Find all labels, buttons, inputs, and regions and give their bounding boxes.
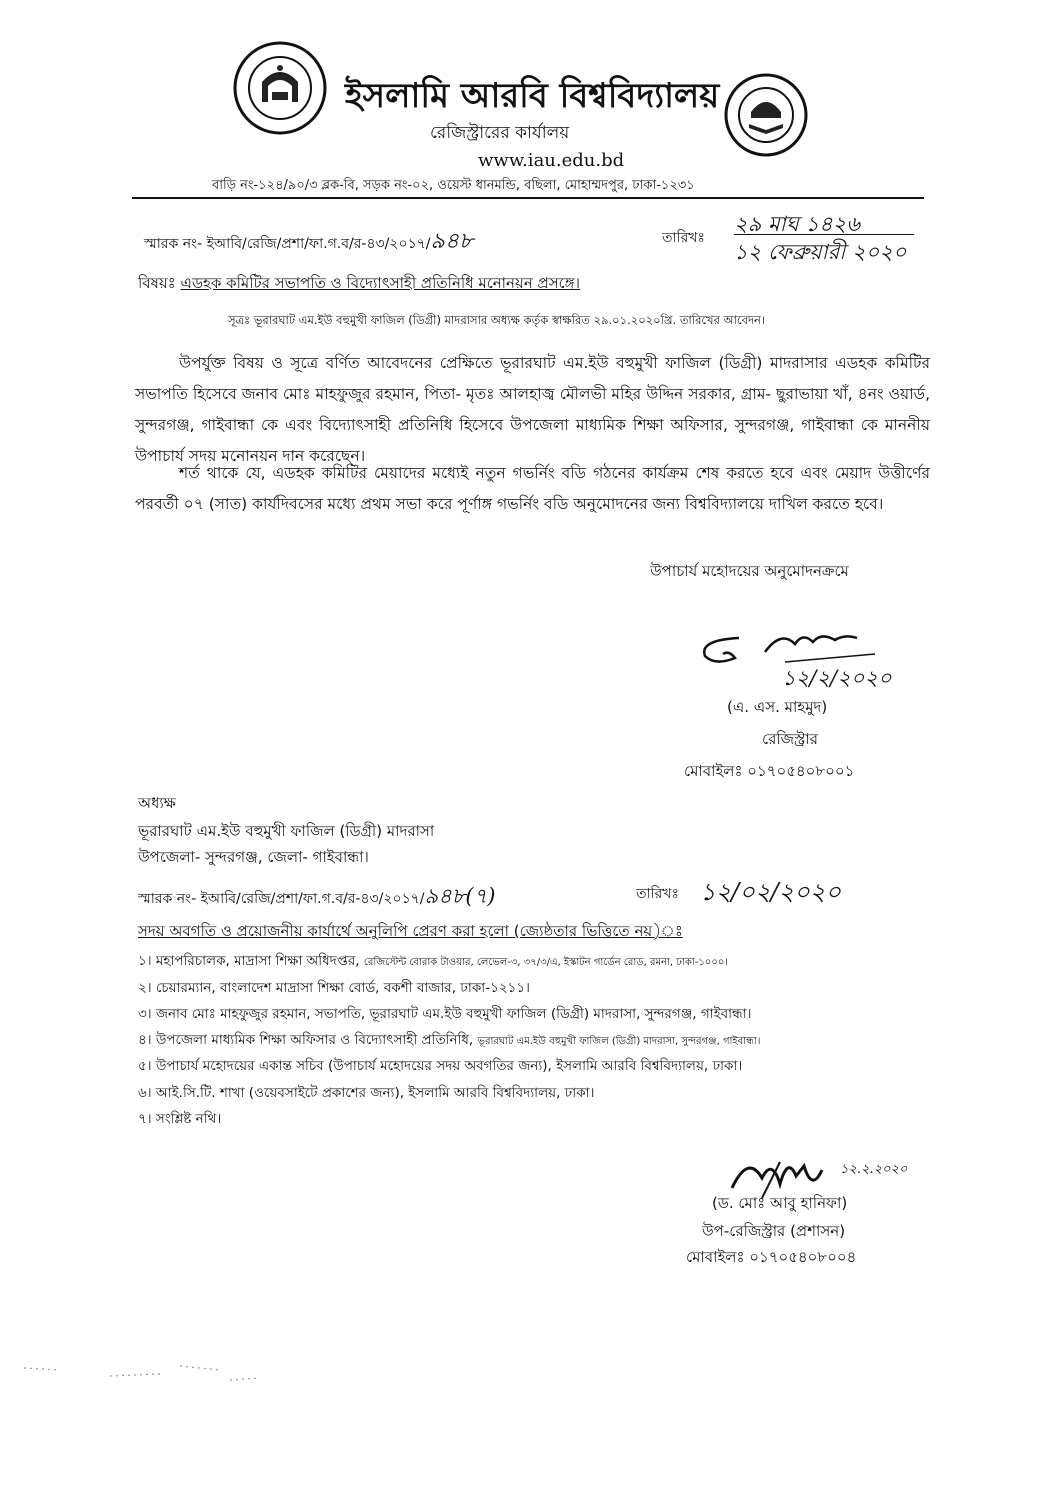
copy-item-2 xyxy=(138,977,530,1000)
memo-number xyxy=(144,224,473,261)
subject-line xyxy=(138,272,580,297)
copy-item-6 xyxy=(138,1082,594,1105)
registrar-name: (এ. এস. মাহমুদ) xyxy=(727,698,828,716)
letterhead-divider xyxy=(132,197,924,199)
subject-text: এডহক কমিটির সভাপতি ও বিদ্যোৎসাহী প্রতিনিধি মনোনয়ন প্রসঙ্গে। xyxy=(180,274,580,292)
copy-item-text: ৩। জনাব মোঃ মাহফুজুর রহমান, সভাপতি, ভূরারঘাট এম.ইউ বহুমুখী ফাজিল (ডিগ্রী) মাদরাসা, সুন্দরগঞ্জ, গাইবান্ধা। xyxy=(138,1006,752,1022)
deputy-signature-date: ১২.২.২০২০ xyxy=(840,1162,908,1177)
memo2-handwritten-number: ৯৪৮(৭) xyxy=(424,884,496,908)
memo-label: স্মারক নং- ইআবি/রেজি/প্রশা/ফা.গ.ব/র-৪৩/২০১৭/ xyxy=(144,236,431,252)
registrar-signature-date: ১২/২/২০২০ xyxy=(782,666,892,690)
office-subtitle: রেজিস্ট্রারের কার্যালয় xyxy=(430,123,570,143)
recipient-address: উপজেলা- সুন্দরগঞ্জ, জেলা- গাইবান্ধা। xyxy=(138,848,369,866)
memo2-label: স্মারক নং- ইআবি/রেজি/প্রশা/ফা.গ.ব/র-৪৩/২০১৭/ xyxy=(138,891,425,907)
memo2-date-label: তারিখঃ xyxy=(636,886,679,902)
copy-heading: সদয় অবগতি ও প্রয়োজনীয় কার্যার্থে অনুলিপি প্রেরণ করা হলো (জ্যেষ্ঠতার ভিত্তিতে নয়)ঃ xyxy=(138,922,683,940)
website-link[interactable]: www.iau.edu.bd xyxy=(478,150,625,171)
reference-line: সূত্রঃ ভূরারঘাট এম.ইউ বহুমুখী ফাজিল (ডিগ্রী) মাদরাসার অধ্যক্ষ কর্তৃক স্বাক্ষরিত ২৯.০১.২০২০খ্রি. তারিখের আবেদন। xyxy=(228,313,766,327)
registrar-mobile: মোবাইলঃ ০১৭০৫৪০৮০০১ xyxy=(684,762,855,780)
memo-date-bangla: ২৯ মাঘ ১৪২৬ xyxy=(734,212,860,236)
copy-item-text: ৬। আই.সি.টি. শাখা (ওয়েবসাইটে প্রকাশের জন্য), ইসলামি আরবি বিশ্ববিদ্যালয়, ঢাকা। xyxy=(138,1085,595,1101)
copy-item-3 xyxy=(138,1003,751,1026)
deputy-registrar-mobile: মোবাইলঃ ০১৭০৫৪০৮০০৪ xyxy=(686,1248,857,1266)
copy-item-5 xyxy=(138,1055,742,1078)
subject-label: বিষয়ঃ xyxy=(138,274,176,292)
copy-item-text: ২। চেয়ারম্যান, বাংলাদেশ মাদ্রাসা শিক্ষা বোর্ড, বকশী বাজার, ঢাকা-১২১১। xyxy=(138,980,530,996)
copy-item-address: ভূরারঘাট এম.ইউ বহুমুখী ফাজিল (ডিগ্রী) মাদরাসা, সুন্দরগঞ্জ, গাইবান্ধা। xyxy=(477,1036,761,1047)
memo-handwritten-number: ৯৪৮ xyxy=(430,229,474,254)
copy-item-4 xyxy=(138,1029,760,1052)
copy-item-text: ৫। উপাচার্য মহোদয়ের একান্ত সচিব (উপাচার্য মহোদয়ের সদয় অবগতির জন্য), ইসলামি আরবি বিশ্ববিদ্যালয়, ঢাকা। xyxy=(138,1058,743,1074)
memo2-date: ১২/০২/২০২০ xyxy=(700,878,841,906)
body-paragraph-1: উপর্যুক্ত বিষয় ও সূত্রে বর্ণিত আবেদনের প্রেক্ষিতে ভূরারঘাট এম.ইউ বহুমুখী ফাজিল (ডিগ্রী) মাদরাসার এডহক কমিটির সভাপতি হিসেবে জনাব মোঃ মাহফুজুর রহমান, পিতা- মৃতঃ আলহাজ্ব মৌলভী মহির উদ্দিন সরকার, গ্রাম- ছুরাভায়া খাঁ, ৪নং ওয়ার্ড, সুন্দরগঞ্জ, গাইবান্ধা কে এবং বিদ্যোৎসাহী প্রতিনিধি হিসেবে উপজেলা মাধ্যমিক শিক্ষা অফিসার, সুন্দরগঞ্জ, গাইবান্ধা কে মাননীয় উপাচার্য সদয় মনোনয়ন দান করেছেন। xyxy=(135,354,930,465)
copy-item-text: ৭। সংশ্লিষ্ট নথি। xyxy=(138,1111,222,1127)
deputy-registrar-name: (ড. মোঃ আবু হানিফা) xyxy=(712,1194,848,1212)
deputy-registrar-designation: উপ-রেজিস্ট্রার (প্রশাসন) xyxy=(702,1222,846,1240)
recipient-institution: ভূরারঘাট এম.ইউ বহুমুখী ফাজিল (ডিগ্রী) মাদরাসা xyxy=(138,822,435,840)
scan-noise xyxy=(20,1360,280,1390)
date-underline xyxy=(734,234,914,235)
copy-item-1 xyxy=(138,950,728,973)
memo-date-english: ১২ ফেব্রুয়ারী ২০২০ xyxy=(734,240,907,264)
university-emblem-logo xyxy=(723,72,809,158)
copy-item-7 xyxy=(138,1108,221,1131)
recipient-title: অধ্যক্ষ xyxy=(138,794,176,812)
memo-date-label: তারিখঃ xyxy=(662,230,705,246)
copy-item-text: ৪। উপজেলা মাধ্যমিক শিক্ষা অফিসার ও বিদ্যোৎসাহী প্রতিনিধি, xyxy=(138,1032,478,1048)
body-paragraph-2: শর্ত থাকে যে, এডহক কমিটির মেয়াদের মধ্যেই নতুন গভর্নিং বডি গঠনের কার্যক্রম শেষ করতে হবে এবং মেয়াদ উত্তীর্ণের পরবর্তী ০৭ (সাত) কার্যদিবসের মধ্যে প্রথম সভা করে পূর্ণাঙ্গ গভর্নিং বডি অনুমোদনের জন্য বিশ্ববিদ্যালয়ে দাখিল করতে হবে। xyxy=(135,464,930,513)
copy-item-text: ১। মহাপরিচালক, মাদ্রাসা শিক্ষা অধিদপ্তর, xyxy=(138,953,364,969)
registrar-designation: রেজিস্ট্রার xyxy=(762,730,819,748)
office-address: বাড়ি নং-১২৪/৯০/৩ ব্লক-বি, সড়ক নং-০২, ওয়েস্ট ধানমন্ডি, বছিলা, মোহাম্মদপুর, ঢাকা-১২৩১ xyxy=(212,178,695,193)
university-title: ইসলামি আরবি বিশ্ববিদ্যালয় xyxy=(345,76,720,116)
university-seal-logo xyxy=(232,40,328,136)
approval-line: উপাচার্য মহোদয়ের অনুমোদনক্রমে xyxy=(650,562,849,580)
copy-item-address: রেজিস্টেন্ট বোরাক টাওয়ার, লেভেল-৩, ৩৭/৩/এ, ইস্কাটন গার্ডেন রোড, রমনা, ঢাকা-১০০০। xyxy=(363,957,728,968)
memo2-number xyxy=(138,880,495,915)
